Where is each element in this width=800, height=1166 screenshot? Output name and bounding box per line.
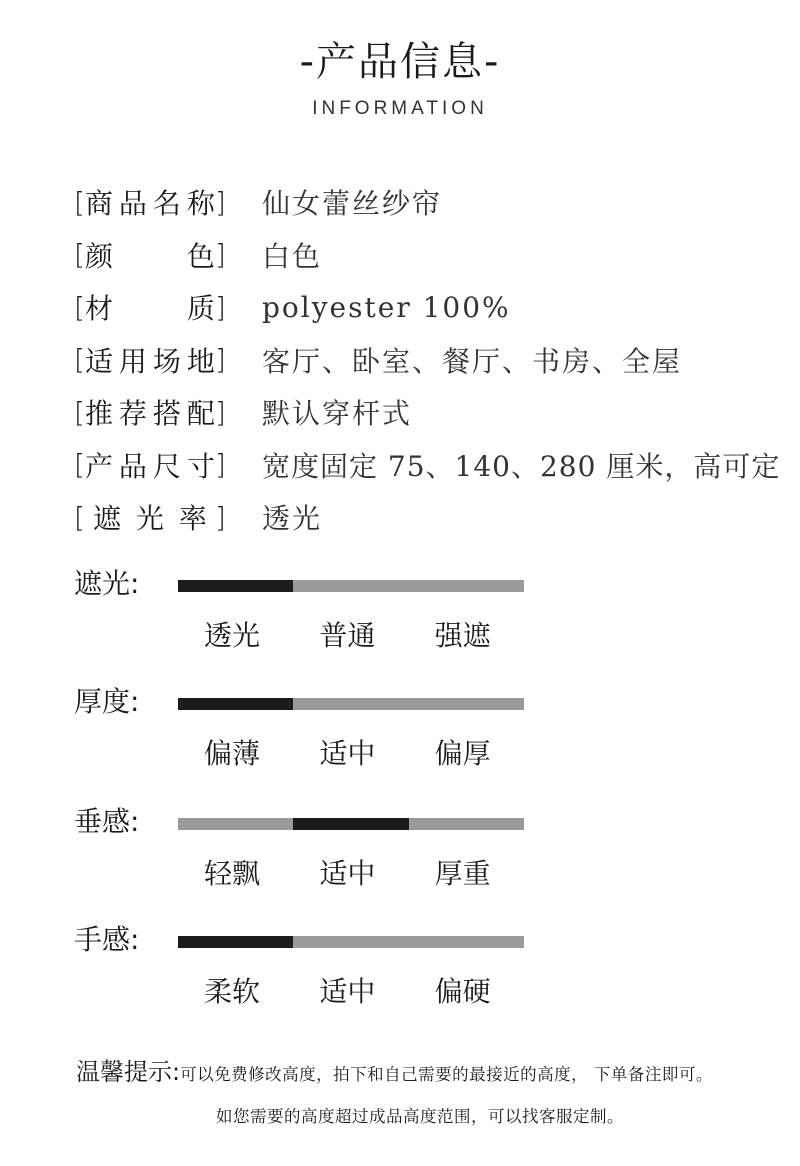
spec-label: [ 材质 ] xyxy=(74,290,226,326)
rating-label: 遮光: xyxy=(74,567,140,600)
rating-label: 垂感: xyxy=(74,805,140,838)
spec-label: [ 产品尺寸 ] xyxy=(74,448,226,483)
rating-option: 柔软 xyxy=(203,975,260,1008)
spec-value: 白色 xyxy=(262,239,323,273)
spec-row-product-name xyxy=(74,176,794,229)
rating-option: 偏硬 xyxy=(434,975,491,1008)
rating-option: 透光 xyxy=(203,619,260,652)
rating-option: 普通 xyxy=(319,619,376,652)
rating-label: 厚度: xyxy=(74,685,140,718)
tip-text-secondary: 如您需要的高度超过成品高度范围，可以找客服定制。 xyxy=(216,1107,624,1126)
tip-label: 温馨提示: xyxy=(76,1058,181,1086)
rating-options xyxy=(178,732,524,772)
spec-row-usage xyxy=(74,334,794,387)
page-subtitle: INFORMATION xyxy=(312,98,488,119)
spec-label: [ 颜色 ] xyxy=(74,238,226,273)
tip-text: 可以免费修改高度，拍下和自己需要的最接近的高度， 下单备注即可。 xyxy=(180,1065,713,1084)
rating-option: 轻飘 xyxy=(203,857,260,890)
spec-list xyxy=(74,176,794,544)
spec-value: 客厅、卧室、餐厅、书房、全屋 xyxy=(262,344,683,378)
spec-label: [ 遮光率 ] xyxy=(74,500,226,536)
rating-option: 适中 xyxy=(319,737,376,770)
spec-value: polyester 100% xyxy=(262,290,511,324)
rating-option: 适中 xyxy=(319,857,376,890)
spec-row-color xyxy=(74,229,794,282)
rating-options xyxy=(178,970,524,1010)
rating-bar xyxy=(178,936,524,948)
rating-bar xyxy=(178,818,524,830)
spec-value: 宽度固定 75、140、280 厘米，高可定 xyxy=(262,449,781,483)
rating-option: 厚重 xyxy=(434,857,491,890)
rating-indicator xyxy=(178,580,293,592)
spec-row-size xyxy=(74,439,794,492)
rating-label: 手感: xyxy=(74,923,140,956)
spec-row-recommended xyxy=(74,386,794,439)
rating-indicator xyxy=(178,936,293,948)
spec-label: [ 适用场地 ] xyxy=(74,343,226,378)
rating-bar xyxy=(178,698,524,710)
spec-row-material xyxy=(74,281,794,334)
spec-value: 仙女蕾丝纱帘 xyxy=(262,187,443,221)
info-header xyxy=(0,40,800,120)
rating-bar xyxy=(178,580,524,592)
rating-option: 偏薄 xyxy=(203,737,260,770)
spec-value: 默认穿杆式 xyxy=(262,397,413,431)
spec-row-shading-rate xyxy=(74,491,794,544)
rating-option: 偏厚 xyxy=(434,737,491,770)
rating-option: 适中 xyxy=(319,975,376,1008)
page-title: -产品信息- xyxy=(299,39,501,85)
spec-value: 透光 xyxy=(262,502,323,536)
rating-indicator xyxy=(178,698,293,710)
rating-indicator xyxy=(293,818,408,830)
rating-option: 强遮 xyxy=(434,619,491,652)
rating-options xyxy=(178,614,524,654)
spec-label: [ 商品名称 ] xyxy=(74,185,226,221)
tip-line xyxy=(76,1052,713,1087)
spec-label: [ 推荐搭配 ] xyxy=(74,395,226,431)
rating-options xyxy=(178,852,524,892)
